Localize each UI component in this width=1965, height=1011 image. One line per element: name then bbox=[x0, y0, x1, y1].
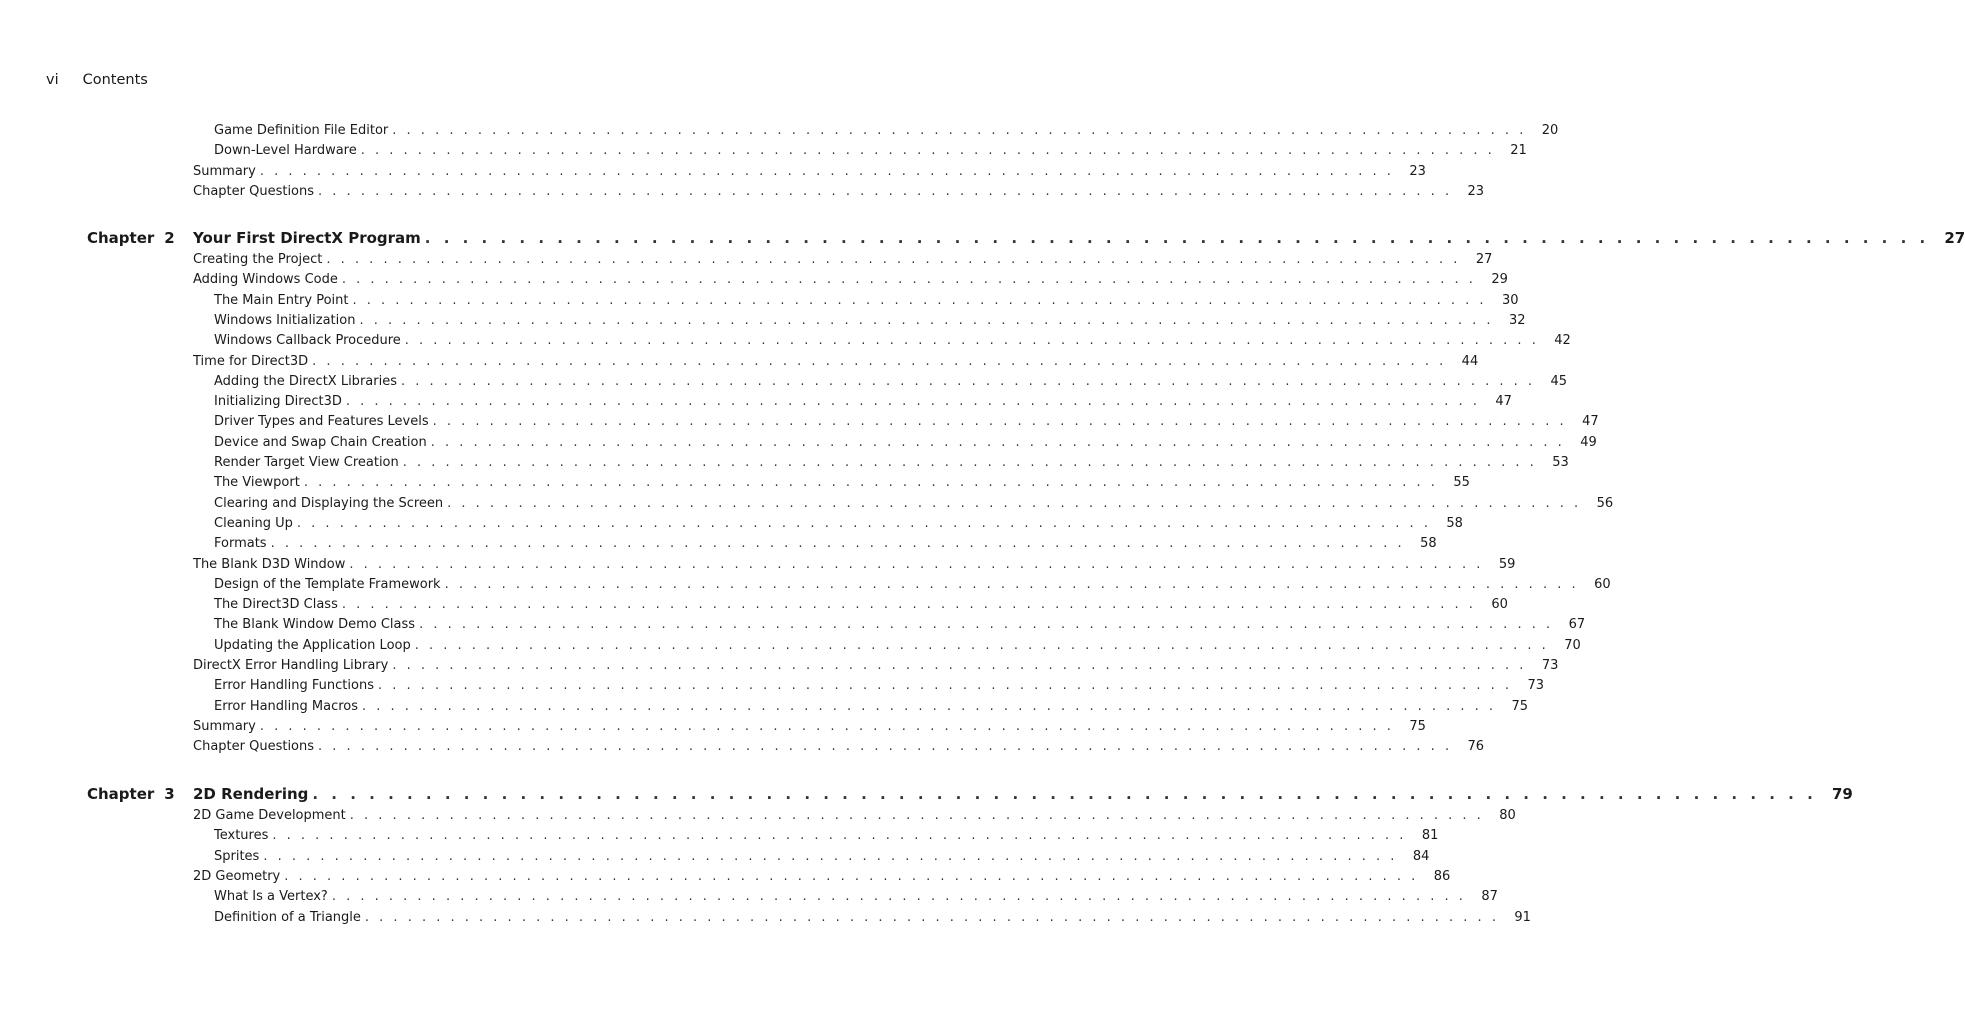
entry-page-number: 75 bbox=[1409, 718, 1426, 734]
chapter-number: 3 bbox=[164, 785, 175, 803]
chapter-word: Chapter bbox=[87, 785, 155, 803]
dot-leader: . . . . . . . . . . . . . . . . . . . . . . . . . . . . . . . . . . . . . . . . . . . . . . . . . . . . . . . . . . . . . . . . . . . . . . . . . . . . . . . . bbox=[312, 785, 1817, 803]
entry-page-number: 86 bbox=[1433, 868, 1451, 884]
dot-leader: . . . . . . . . . . . . . . . . . . . . . . . . . . . . . . . . . . . . . . . . . . . . . . . . . . . . . . . . . . . . . . . . . . . . . . . . . . . . . . . . bbox=[432, 414, 1567, 430]
entry-page-number: 47 bbox=[1582, 414, 1599, 430]
entry-page-number: 55 bbox=[1453, 475, 1470, 491]
toc-subsection-entry bbox=[214, 616, 1586, 634]
entry-title: The Main Entry Point bbox=[214, 292, 349, 308]
dot-leader: . . . . . . . . . . . . . . . . . . . . . . . . . . . . . . . . . . . . . . . . . . . . . . . . . . . . . . . . . . . . . . . . . . . . . . . . . . . . . . . . bbox=[377, 678, 1513, 694]
chapter-number: 2 bbox=[164, 229, 175, 247]
entry-title: Windows Initialization bbox=[214, 312, 356, 328]
dot-leader: . . . . . . . . . . . . . . . . . . . . . . . . . . . . . . . . . . . . . . . . . . . . . . . . . . . . . . . . . . . . . . . . . . . . . . . . . . . . . . . . bbox=[312, 353, 1447, 369]
dot-leader: . . . . . . . . . . . . . . . . . . . . . . . . . . . . . . . . . . . . . . . . . . . . . . . . . . . . . . . . . . . . . . . . . . . . . . . . . . . . . . . . bbox=[424, 229, 1930, 247]
toc-section-entry bbox=[193, 556, 1516, 574]
entry-title: Summary bbox=[193, 163, 256, 179]
entry-title: Textures bbox=[214, 828, 269, 844]
dot-leader: . . . . . . . . . . . . . . . . . . . . . . . . . . . . . . . . . . . . . . . . . . . . . . . . . . . . . . . . . . . . . . . . . . . . . . . . . . . . . . . . bbox=[430, 434, 1565, 450]
toc-subsection-entry bbox=[214, 413, 1599, 431]
dot-leader: . . . . . . . . . . . . . . . . . . . . . . . . . . . . . . . . . . . . . . . . . . . . . . . . . . . . . . . . . . . . . . . . . . . . . . . . . . . . . . . . bbox=[270, 536, 1405, 552]
toc-section-entry bbox=[193, 183, 1485, 201]
toc-subsection-entry bbox=[214, 122, 1559, 140]
entry-title: Adding Windows Code bbox=[193, 272, 338, 288]
dot-leader: . . . . . . . . . . . . . . . . . . . . . . . . . . . . . . . . . . . . . . . . . . . . . . . . . . . . . . . . . . . . . . . . . . . . . . . . . . . . . . . . bbox=[362, 698, 1497, 714]
dot-leader: . . . . . . . . . . . . . . . . . . . . . . . . . . . . . . . . . . . . . . . . . . . . . . . . . . . . . . . . . . . . . . . . . . . . . . . . . . . . . . . . bbox=[318, 739, 1453, 755]
toc-subsection-entry bbox=[214, 827, 1439, 845]
toc-subsection-entry bbox=[214, 848, 1430, 866]
entry-page-number: 60 bbox=[1594, 576, 1611, 592]
toc-subsection-entry bbox=[214, 515, 1463, 533]
dot-leader: . . . . . . . . . . . . . . . . . . . . . . . . . . . . . . . . . . . . . . . . . . . . . . . . . . . . . . . . . . . . . . . . . . . . . . . . . . . . . . . . bbox=[318, 183, 1453, 199]
entry-page-number: 27 bbox=[1475, 252, 1493, 267]
dot-leader: . . . . . . . . . . . . . . . . . . . . . . . . . . . . . . . . . . . . . . . . . . . . . . . . . . . . . . . . . . . . . . . . . . . . . . . . . . . . . . . . bbox=[364, 909, 1499, 925]
toc-subsection-entry bbox=[214, 434, 1597, 452]
entry-title: Sprites bbox=[214, 848, 260, 864]
toc-section-entry bbox=[193, 718, 1426, 736]
entry-title: Windows Callback Procedure bbox=[214, 333, 401, 349]
dot-leader: . . . . . . . . . . . . . . . . . . . . . . . . . . . . . . . . . . . . . . . . . . . . . . . . . . . . . . . . . . . . . . . . . . . . . . . . . . . . . . . . bbox=[345, 394, 1480, 410]
entry-page-number: 23 bbox=[1467, 183, 1485, 199]
dot-leader: . . . . . . . . . . . . . . . . . . . . . . . . . . . . . . . . . . . . . . . . . . . . . . . . . . . . . . . . . . . . . . . . . . . . . . . . . . . . . . . . bbox=[352, 292, 1487, 308]
entry-page-number: 76 bbox=[1467, 739, 1485, 755]
toc-subsection-entry bbox=[214, 495, 1614, 513]
entry-title: Render Target View Creation bbox=[214, 455, 399, 470]
entry-page-number: 84 bbox=[1412, 848, 1430, 864]
toc-section-entry bbox=[193, 807, 1516, 825]
dot-leader: . . . . . . . . . . . . . . . . . . . . . . . . . . . . . . . . . . . . . . . . . . . . . . . . . . . . . . . . . . . . . . . . . . . . . . . . . . . . . . . . bbox=[259, 163, 1394, 179]
entry-title: The Direct3D Class bbox=[214, 597, 338, 613]
entry-title: Down-Level Hardware bbox=[214, 143, 357, 159]
entry-title: What Is a Vertex? bbox=[214, 889, 328, 905]
entry-page-number: 70 bbox=[1564, 637, 1581, 653]
entry-page-number: 47 bbox=[1495, 394, 1512, 410]
chapter-label bbox=[87, 227, 175, 249]
dot-leader: . . . . . . . . . . . . . . . . . . . . . . . . . . . . . . . . . . . . . . . . . . . . . . . . . . . . . . . . . . . . . . . . . . . . . . . . . . . . . . . . bbox=[284, 868, 1419, 884]
entry-page-number: 91 bbox=[1514, 909, 1531, 925]
toc-subsection-entry bbox=[214, 637, 1581, 655]
entry-title: Initializing Direct3D bbox=[214, 394, 342, 410]
dot-leader: . . . . . . . . . . . . . . . . . . . . . . . . . . . . . . . . . . . . . . . . . . . . . . . . . . . . . . . . . . . . . . . . . . . . . . . . . . . . . . . . bbox=[349, 556, 1484, 572]
entry-title: Error Handling Macros bbox=[214, 698, 359, 714]
entry-title: Your First DirectX Program bbox=[193, 229, 421, 247]
dot-leader: . . . . . . . . . . . . . . . . . . . . . . . . . . . . . . . . . . . . . . . . . . . . . . . . . . . . . . . . . . . . . . . . . . . . . . . . . . . . . . . . bbox=[444, 576, 1579, 592]
entry-title: Definition of a Triangle bbox=[214, 909, 361, 925]
toc-subsection-entry bbox=[214, 292, 1519, 310]
entry-page-number: 79 bbox=[1831, 785, 1853, 803]
entry-page-number: 20 bbox=[1541, 123, 1559, 138]
entry-page-number: 21 bbox=[1510, 143, 1527, 159]
entry-page-number: 87 bbox=[1481, 889, 1498, 905]
entry-title: 2D Geometry bbox=[193, 868, 281, 884]
entry-title: Error Handling Functions bbox=[214, 678, 374, 694]
dot-leader: . . . . . . . . . . . . . . . . . . . . . . . . . . . . . . . . . . . . . . . . . . . . . . . . . . . . . . . . . . . . . . . . . . . . . . . . . . . . . . . . bbox=[272, 828, 1407, 844]
toc-chapter-entry bbox=[193, 783, 1853, 805]
entry-page-number: 59 bbox=[1498, 556, 1516, 572]
entry-page-number: 60 bbox=[1491, 597, 1508, 613]
dot-leader: . . . . . . . . . . . . . . . . . . . . . . . . . . . . . . . . . . . . . . . . . . . . . . . . . . . . . . . . . . . . . . . . . . . . . . . . . . . . . . . . bbox=[349, 808, 1484, 823]
entry-page-number: 45 bbox=[1550, 373, 1568, 389]
entry-page-number: 58 bbox=[1420, 536, 1437, 552]
entry-title: Game Definition File Editor bbox=[214, 123, 389, 138]
toc-subsection-entry bbox=[214, 454, 1569, 472]
toc-section-entry bbox=[193, 271, 1508, 289]
toc-subsection-entry bbox=[214, 373, 1568, 391]
toc-subsection-entry bbox=[214, 332, 1571, 350]
entry-title: 2D Game Development bbox=[193, 808, 346, 823]
entry-title: Driver Types and Features Levels bbox=[214, 414, 429, 430]
entry-title: Design of the Template Framework bbox=[214, 576, 441, 592]
entry-title: Clearing and Displaying the Screen bbox=[214, 495, 444, 511]
toc-subsection-entry bbox=[214, 312, 1526, 330]
running-head bbox=[46, 72, 148, 88]
dot-leader: . . . . . . . . . . . . . . . . . . . . . . . . . . . . . . . . . . . . . . . . . . . . . . . . . . . . . . . . . . . . . . . . . . . . . . . . . . . . . . . . bbox=[341, 272, 1476, 288]
entry-page-number: 53 bbox=[1552, 455, 1569, 470]
entry-title: The Viewport bbox=[214, 475, 300, 491]
toc-subsection-entry bbox=[214, 535, 1437, 553]
toc-subsection-entry bbox=[214, 888, 1498, 906]
toc-section-entry bbox=[193, 163, 1426, 181]
entry-title: Device and Swap Chain Creation bbox=[214, 434, 427, 450]
dot-leader: . . . . . . . . . . . . . . . . . . . . . . . . . . . . . . . . . . . . . . . . . . . . . . . . . . . . . . . . . . . . . . . . . . . . . . . . . . . . . . . . bbox=[303, 475, 1438, 491]
entry-page-number: 42 bbox=[1554, 333, 1571, 349]
entry-page-number: 73 bbox=[1527, 678, 1545, 694]
toc-section-entry bbox=[193, 868, 1451, 886]
toc-section-entry bbox=[193, 738, 1485, 756]
entry-title: Updating the Application Loop bbox=[214, 637, 411, 653]
entry-page-number: 27 bbox=[1944, 229, 1965, 247]
entry-page-number: 75 bbox=[1511, 698, 1529, 714]
dot-leader: . . . . . . . . . . . . . . . . . . . . . . . . . . . . . . . . . . . . . . . . . . . . . . . . . . . . . . . . . . . . . . . . . . . . . . . . . . . . . . . . bbox=[419, 617, 1554, 633]
toc-subsection-entry bbox=[214, 142, 1527, 160]
entry-page-number: 80 bbox=[1499, 808, 1516, 823]
toc-subsection-entry bbox=[214, 393, 1512, 411]
dot-leader: . . . . . . . . . . . . . . . . . . . . . . . . . . . . . . . . . . . . . . . . . . . . . . . . . . . . . . . . . . . . . . . . . . . . . . . . . . . . . . . . bbox=[296, 515, 1431, 531]
dot-leader: . . . . . . . . . . . . . . . . . . . . . . . . . . . . . . . . . . . . . . . . . . . . . . . . . . . . . . . . . . . . . . . . . . . . . . . . . . . . . . . . bbox=[341, 597, 1476, 613]
dot-leader: . . . . . . . . . . . . . . . . . . . . . . . . . . . . . . . . . . . . . . . . . . . . . . . . . . . . . . . . . . . . . . . . . . . . . . . . . . . . . . . . bbox=[359, 312, 1494, 328]
entry-title: Chapter Questions bbox=[193, 739, 315, 755]
dot-leader: . . . . . . . . . . . . . . . . . . . . . . . . . . . . . . . . . . . . . . . . . . . . . . . . . . . . . . . . . . . . . . . . . . . . . . . . . . . . . . . . bbox=[360, 143, 1495, 159]
entry-page-number: 44 bbox=[1461, 353, 1479, 369]
toc-subsection-entry bbox=[214, 698, 1529, 716]
entry-page-number: 73 bbox=[1541, 658, 1559, 673]
entry-title: The Blank Window Demo Class bbox=[214, 617, 416, 633]
toc-section-entry bbox=[193, 353, 1479, 371]
entry-title: Summary bbox=[193, 718, 256, 734]
dot-leader: . . . . . . . . . . . . . . . . . . . . . . . . . . . . . . . . . . . . . . . . . . . . . . . . . . . . . . . . . . . . . . . . . . . . . . . . . . . . . . . . bbox=[447, 495, 1582, 511]
toc-subsection-entry bbox=[214, 576, 1611, 594]
dot-leader: . . . . . . . . . . . . . . . . . . . . . . . . . . . . . . . . . . . . . . . . . . . . . . . . . . . . . . . . . . . . . . . . . . . . . . . . . . . . . . . . bbox=[263, 848, 1398, 864]
dot-leader: . . . . . . . . . . . . . . . . . . . . . . . . . . . . . . . . . . . . . . . . . . . . . . . . . . . . . . . . . . . . . . . . . . . . . . . . . . . . . . . . bbox=[326, 252, 1461, 267]
entry-page-number: 30 bbox=[1501, 292, 1519, 308]
toc-section-entry bbox=[193, 657, 1559, 675]
entry-page-number: 29 bbox=[1491, 272, 1508, 288]
entry-title: Chapter Questions bbox=[193, 183, 315, 199]
toc-section-entry bbox=[193, 251, 1493, 269]
dot-leader: . . . . . . . . . . . . . . . . . . . . . . . . . . . . . . . . . . . . . . . . . . . . . . . . . . . . . . . . . . . . . . . . . . . . . . . . . . . . . . . . bbox=[402, 455, 1537, 470]
chapter-label bbox=[87, 783, 175, 805]
dot-leader: . . . . . . . . . . . . . . . . . . . . . . . . . . . . . . . . . . . . . . . . . . . . . . . . . . . . . . . . . . . . . . . . . . . . . . . . . . . . . . . . bbox=[331, 889, 1466, 905]
dot-leader: . . . . . . . . . . . . . . . . . . . . . . . . . . . . . . . . . . . . . . . . . . . . . . . . . . . . . . . . . . . . . . . . . . . . . . . . . . . . . . . . bbox=[392, 658, 1527, 673]
dot-leader: . . . . . . . . . . . . . . . . . . . . . . . . . . . . . . . . . . . . . . . . . . . . . . . . . . . . . . . . . . . . . . . . . . . . . . . . . . . . . . . . bbox=[414, 637, 1549, 653]
entry-title: The Blank D3D Window bbox=[193, 556, 346, 572]
entry-page-number: 58 bbox=[1446, 515, 1463, 531]
entry-title: Time for Direct3D bbox=[193, 353, 309, 369]
entry-title: DirectX Error Handling Library bbox=[193, 658, 389, 673]
entry-title: Adding the DirectX Libraries bbox=[214, 373, 397, 389]
entry-title: Formats bbox=[214, 536, 267, 552]
dot-leader: . . . . . . . . . . . . . . . . . . . . . . . . . . . . . . . . . . . . . . . . . . . . . . . . . . . . . . . . . . . . . . . . . . . . . . . . . . . . . . . . bbox=[400, 373, 1536, 389]
page-folio: vi bbox=[46, 72, 59, 88]
entry-page-number: 32 bbox=[1508, 312, 1526, 328]
toc-subsection-entry bbox=[214, 474, 1470, 492]
chapter-word: Chapter bbox=[87, 229, 155, 247]
toc-chapter-entry bbox=[193, 227, 1965, 249]
dot-leader: . . . . . . . . . . . . . . . . . . . . . . . . . . . . . . . . . . . . . . . . . . . . . . . . . . . . . . . . . . . . . . . . . . . . . . . . . . . . . . . . bbox=[392, 123, 1527, 138]
entry-page-number: 23 bbox=[1409, 163, 1426, 179]
toc-subsection-entry bbox=[214, 596, 1508, 614]
entry-title: Cleaning Up bbox=[214, 515, 293, 531]
dot-leader: . . . . . . . . . . . . . . . . . . . . . . . . . . . . . . . . . . . . . . . . . . . . . . . . . . . . . . . . . . . . . . . . . . . . . . . . . . . . . . . . bbox=[404, 333, 1539, 349]
entry-page-number: 49 bbox=[1580, 434, 1597, 450]
toc-subsection-entry bbox=[214, 677, 1545, 695]
entry-title: Creating the Project bbox=[193, 252, 323, 267]
entry-page-number: 67 bbox=[1568, 617, 1586, 633]
entry-page-number: 81 bbox=[1421, 828, 1439, 844]
toc-subsection-entry bbox=[214, 909, 1531, 927]
entry-page-number: 56 bbox=[1596, 495, 1614, 511]
entry-title: 2D Rendering bbox=[193, 785, 309, 803]
dot-leader: . . . . . . . . . . . . . . . . . . . . . . . . . . . . . . . . . . . . . . . . . . . . . . . . . . . . . . . . . . . . . . . . . . . . . . . . . . . . . . . . bbox=[259, 718, 1394, 734]
running-head-title: Contents bbox=[82, 72, 148, 88]
